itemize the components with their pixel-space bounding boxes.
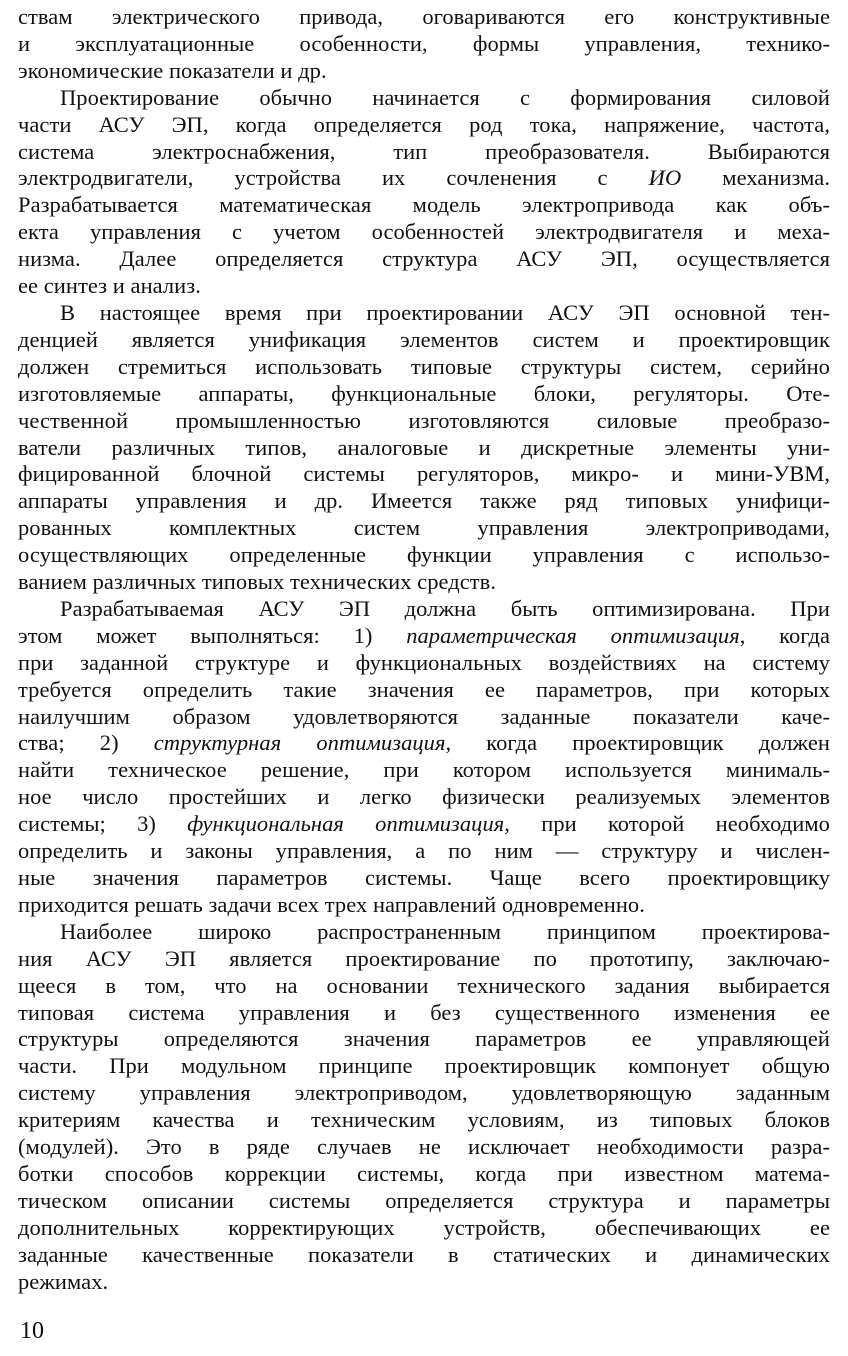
book-page: [18, 4, 830, 1296]
text-line: система электроснабжения, тип преобразователя. Выбираются: [18, 138, 830, 164]
text-line: типовая система управления и без существенного изменения ее: [18, 999, 830, 1025]
paragraph-5: [18, 919, 830, 1296]
paragraph-4: [18, 596, 830, 919]
text-line: критериям качества и техническим условиям, из типовых блоков: [18, 1107, 830, 1133]
italic-term: ИО: [648, 165, 682, 191]
text-line: систему управления электроприводом, удовлетворяющую заданным: [18, 1080, 830, 1106]
text-line: ботки способов коррекции системы, когда при известном матема-: [18, 1160, 830, 1186]
text-line: дополнительных корректирующих устройств, обеспечивающих ее: [18, 1214, 830, 1240]
text-line: Наиболее широко распространенным принципом проектирова-: [60, 918, 830, 944]
text-line: приходится решать задачи всех трех направлений одновременно.: [18, 891, 645, 917]
text-line: низма. Далее определяется структура АСУ ЭП, осуществляется: [18, 246, 830, 272]
text-line: ствам электрического привода, оговариваются его конструктивные: [18, 4, 830, 29]
text-line: структуры определяются значения параметров ее управляющей: [18, 1026, 830, 1052]
text-line: изготовляемые аппараты, функциональные блоки, регуляторы. Оте-: [18, 380, 830, 406]
italic-term: структурная оптимизация: [153, 730, 446, 756]
text-line: заданные качественные показатели в статических и динамических: [18, 1241, 830, 1267]
text-line: ния АСУ ЭП является проектирование по прототипу, заключаю-: [18, 945, 830, 971]
text-line: ее синтез и анализ.: [18, 273, 201, 299]
text-line: тическом описании системы определяется структура и параметры: [18, 1187, 830, 1213]
text-line: ванием различных типовых технических средств.: [18, 569, 497, 595]
text-line-with-italic: электродвигатели, устройства их сочленения с ИО механизма.: [18, 165, 830, 191]
text-line: екта управления с учетом особенностей электродвигателя и меха-: [18, 219, 830, 245]
text-line: части. При модульном принципе проектировщик компонует общую: [18, 1053, 830, 1079]
text-line: (модулей). Это в ряде случаев не исключает необходимости разра-: [18, 1134, 830, 1160]
text-line: и эксплуатационные особенности, формы управления, технико-: [18, 30, 830, 56]
text-line: требуется определить такие значения ее параметров, при которых: [18, 676, 830, 702]
italic-term: параметрическая оптимизация: [406, 622, 740, 648]
text-line: режимах.: [18, 1268, 109, 1294]
text-line: части АСУ ЭП, когда определяется род тока, напряжение, частота,: [18, 111, 830, 137]
text-line-with-italic: ства; 2) структурная оптимизация, когда проектировщик должен: [18, 730, 830, 756]
text-line: Проектирование обычно начинается с формирования силовой: [60, 84, 830, 110]
text-line: Разрабатываемая АСУ ЭП должна быть оптимизирована. При: [60, 595, 830, 621]
text-line: определить и законы управления, а по ним — структуру и числен-: [18, 838, 830, 864]
text-line: аппараты управления и др. Имеется также ряд типовых унифици-: [18, 488, 830, 514]
text-line: осуществляющих определенные функции управления с использо-: [18, 542, 830, 568]
text-line-with-italic: системы; 3) функциональная оптимизация, при которой необходимо: [18, 811, 830, 837]
paragraph-1: [18, 4, 830, 85]
text-line: экономические показатели и др.: [18, 57, 327, 83]
text-line: при заданной структуре и функциональных воздействиях на систему: [18, 649, 830, 675]
text-line: фицированной блочной системы регуляторов, микро- и мини-УВМ,: [18, 461, 830, 487]
text-line: ватели различных типов, аналоговые и дискретные элементы уни-: [18, 434, 830, 460]
text-line: чественной промышленностью изготовляются силовые преобразо-: [18, 407, 830, 433]
text-line: Разрабатывается математическая модель электропривода как объ-: [18, 192, 830, 218]
text-line: должен стремиться использовать типовые структуры систем, серийно: [18, 353, 830, 379]
text-line: щееся в том, что на основании технического задания выбирается: [18, 972, 830, 998]
text-line: найти техническое решение, при котором используется минималь-: [18, 757, 830, 783]
text-line: денцией является унификация элементов систем и проектировщик: [18, 326, 830, 352]
text-line: В настоящее время при проектировании АСУ ЭП основной тен-: [60, 299, 830, 325]
text-line: ное число простейших и легко физически реализуемых элементов: [18, 784, 830, 810]
page-number: 10: [20, 1318, 44, 1344]
italic-term: функциональная оптимизация: [187, 811, 505, 837]
text-line: рованных комплектных систем управления электроприводами,: [18, 515, 830, 541]
paragraph-2: [18, 85, 830, 300]
text-line: ные значения параметров системы. Чаще всего проектировщику: [18, 865, 830, 890]
text-line: наилучшим образом удовлетворяются заданные показатели каче-: [18, 703, 830, 729]
text-line-with-italic: этом может выполняться: 1) параметрическая оптимизация, когда: [18, 622, 830, 648]
paragraph-3: [18, 300, 830, 596]
